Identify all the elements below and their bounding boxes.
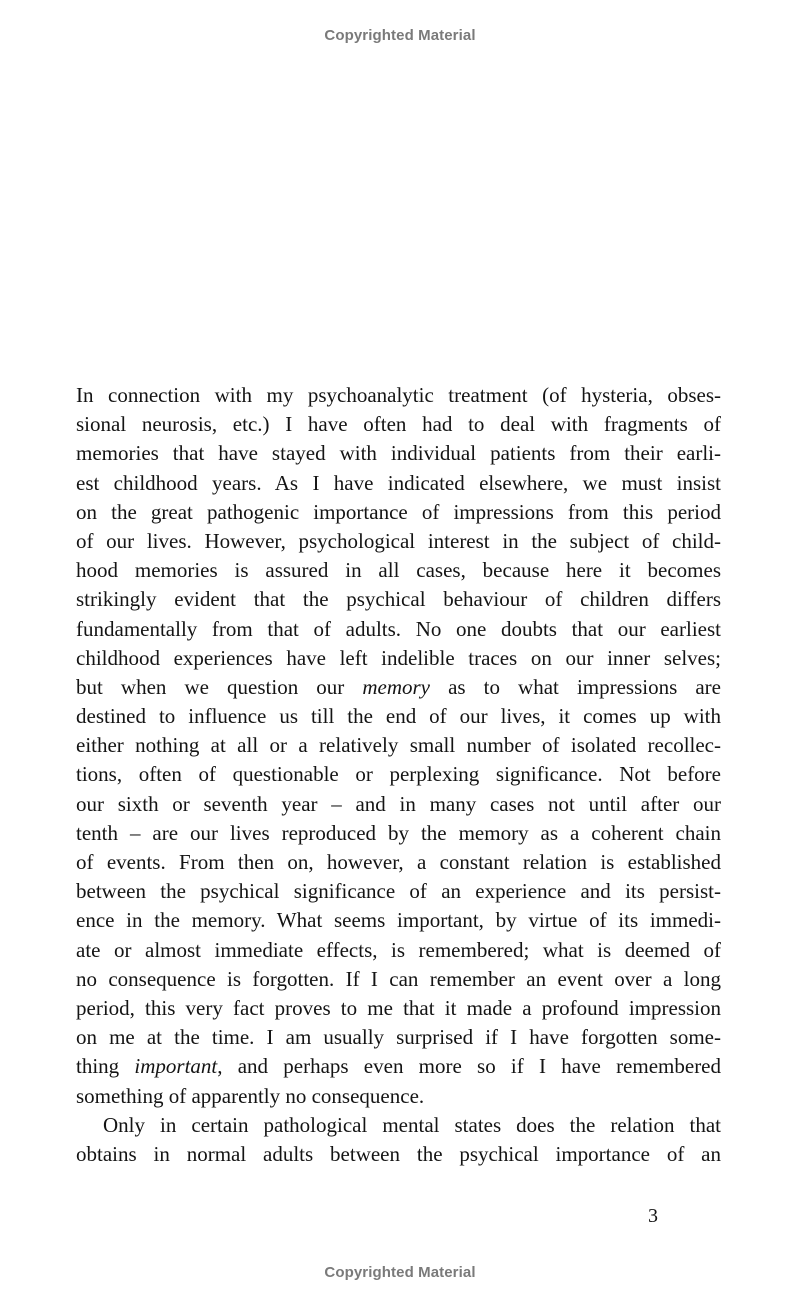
text-line: either nothing at all or a relatively small number of isolated recollec- (76, 733, 721, 758)
text-line: our sixth or seventh year – and in many cases not until after our (76, 791, 721, 816)
body-text (76, 381, 721, 1169)
text-line: est childhood years. As I have indicated elsewhere, we must insist (76, 470, 721, 495)
text-line: In connection with my psychoanalytic treatment (of hysteria, obses- (76, 383, 721, 407)
text-line: sional neurosis, etc.) I have often had to deal with fragments of (76, 412, 721, 437)
text-line: no consequence is forgotten. If I can remember an event over a long (76, 966, 721, 991)
text-line: Only in certain pathological mental states does the relation that (103, 1112, 721, 1137)
text-line: memories that have stayed with individual patients from their earli- (76, 441, 721, 466)
text-line: obtains in normal adults between the psychical importance of an (76, 1141, 721, 1166)
text-line: hood memories is assured in all cases, because here it becomes (76, 558, 721, 583)
text-line: tenth – are our lives reproduced by the memory as a coherent chain (76, 820, 721, 845)
copyright-watermark-bottom: Copyrighted Material (324, 1264, 476, 1281)
text-line: of our lives. However, psychological interest in the subject of child- (76, 528, 721, 553)
text-line: period, this very fact proves to me that it made a profound impression (76, 995, 721, 1020)
text-line: fundamentally from that of adults. No one doubts that our earliest (76, 616, 721, 641)
text-line: on the great pathogenic importance of impressions from this period (76, 499, 721, 524)
copyright-watermark-top: Copyrighted Material (324, 27, 476, 44)
text-line: destined to influence us till the end of our lives, it comes up with (76, 704, 721, 729)
text-line: something of apparently no consequence. (76, 1083, 425, 1108)
text-line: childhood experiences have left indelible traces on our inner selves; (76, 645, 721, 670)
text-line: thing important, and perhaps even more so if I have remembered (76, 1054, 722, 1079)
text-line: tions, often of questionable or perplexing significance. Not before (76, 762, 721, 787)
text-line: but when we question our memory as to what impressions are (76, 674, 721, 699)
text-line: between the psychical significance of an experience and its persist- (76, 879, 721, 904)
text-line: ate or almost immediate effects, is remembered; what is deemed of (76, 937, 721, 962)
text-line: ence in the memory. What seems important, by virtue of its immedi- (76, 908, 721, 933)
text-line: of events. From then on, however, a constant relation is established (76, 850, 721, 874)
text-line: strikingly evident that the psychical behaviour of children differs (76, 587, 721, 612)
text-line: on me at the time. I am usually surprised if I have forgotten some- (76, 1025, 721, 1050)
page-number: 3 (648, 1205, 658, 1227)
